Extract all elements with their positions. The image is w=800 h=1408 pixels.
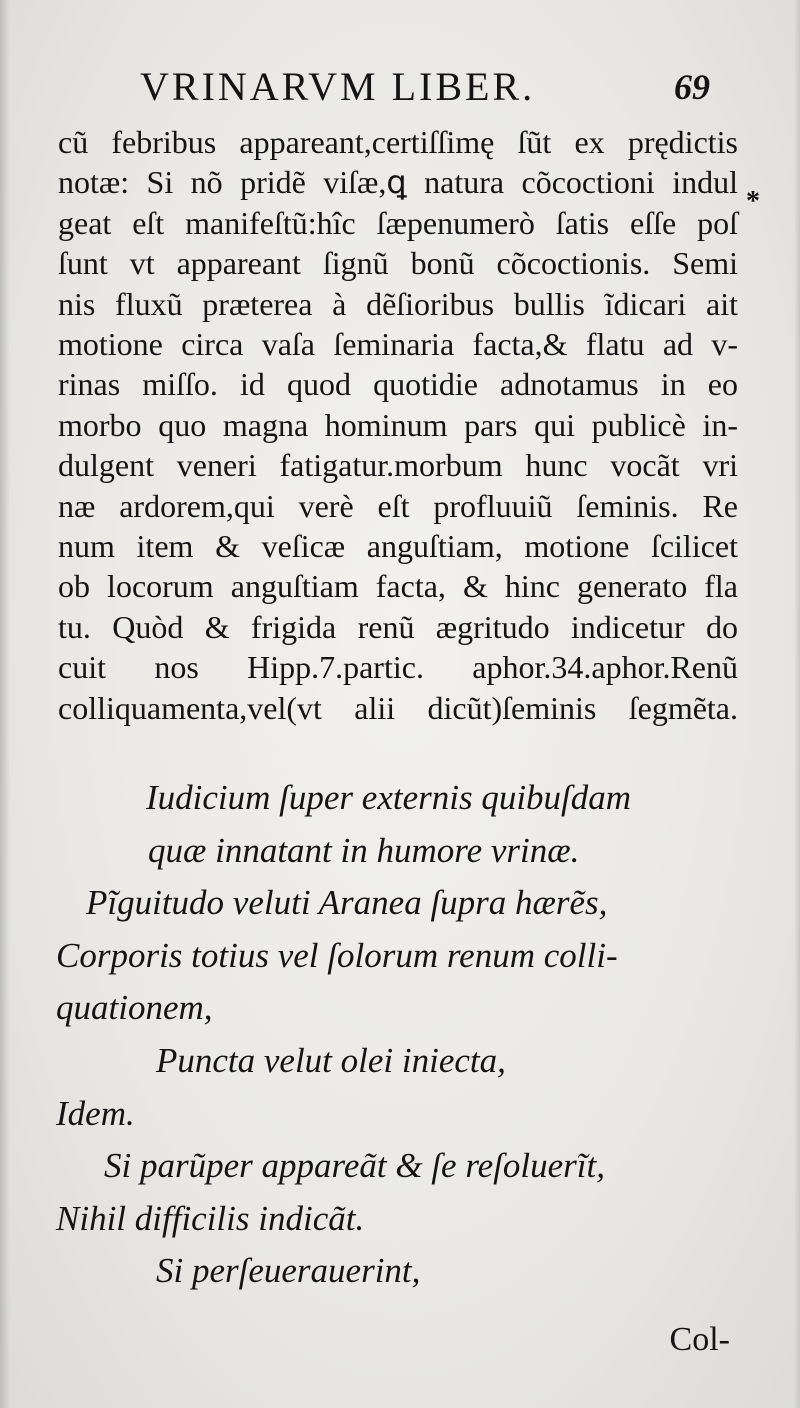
section-heading-line: quæ innatant in humore vrinæ. (148, 830, 580, 870)
verse-line: Si perſeuerauerint, (156, 1251, 421, 1291)
body-line: næ ardorem,qui verè eſt profluuiũ ſeminis. Re (58, 487, 738, 524)
body-line: cuit nos Hipp.7.partic. aphor.34.aphor.Renũ (58, 649, 738, 686)
running-title: VRINARVM LIBER. (140, 64, 536, 109)
verse-line: Corporis totius vel ſolorum renum colli- (56, 935, 618, 975)
page-edge-shadow-right (794, 0, 800, 1408)
verse-line: Pĩguitudo veluti Aranea ſupra hærẽs, (86, 883, 608, 923)
body-line: motione circa vaſa ſeminaria facta,& flatu ad v- (58, 326, 738, 363)
catchword: Col- (669, 1321, 730, 1358)
page-number: 69 (674, 67, 710, 107)
verse-line: Idem. (56, 1093, 135, 1133)
verse-line: Si parũper appareãt & ſe reſoluerĩt, (104, 1146, 605, 1186)
verse-line: Nihil difficilis indicãt. (56, 1198, 365, 1238)
section-heading-line: Iudicium ſuper externis quibuſdam (146, 778, 632, 817)
body-line: ſunt vt appareant ſignũ bonũ cõcoctionis. Semi (58, 245, 738, 282)
body-line: rinas miſſo. id quod quotidie adnotamus in eo (58, 366, 738, 403)
italic-verses (56, 772, 746, 1298)
page-edge-shadow-left (0, 0, 10, 1408)
body-line: notæ: Si nõ pridẽ viſæ,ꝗ natura cõcoctioni indul (58, 164, 738, 201)
verse-line: quationem, (56, 988, 213, 1028)
body-line: dulgent veneri fatigatur.morbum hunc vocãt vri (58, 447, 738, 484)
body-line: ob locorum anguſtiam facta, & hinc generato fla (58, 568, 738, 605)
margin-mark: * (746, 186, 760, 217)
page-header (140, 62, 720, 112)
body-line: num item & veſicæ anguſtiam, motione ſcilicet (58, 528, 738, 565)
body-line: nis fluxũ præterea à dẽſioribus bullis ĩdicari ait (58, 285, 738, 322)
verse-line: Puncta velut olei iniecta, (156, 1040, 506, 1080)
body-line: colliquamenta,vel(vt alii dicũt)ſeminis ſegmẽta. (58, 689, 738, 726)
body-text (58, 122, 738, 728)
body-line: geat eſt manifeſtũ:hîc ſæpenumerò ſatis eſſe poſ (58, 204, 738, 241)
body-line: tu. Quòd & frigida renũ ægritudo indicetur do (58, 608, 738, 645)
body-line: morbo quo magna hominum pars qui publicè in- (58, 406, 738, 443)
body-line: cũ febribus appareant,certiſſimę ſũt ex prędictis (58, 124, 738, 160)
